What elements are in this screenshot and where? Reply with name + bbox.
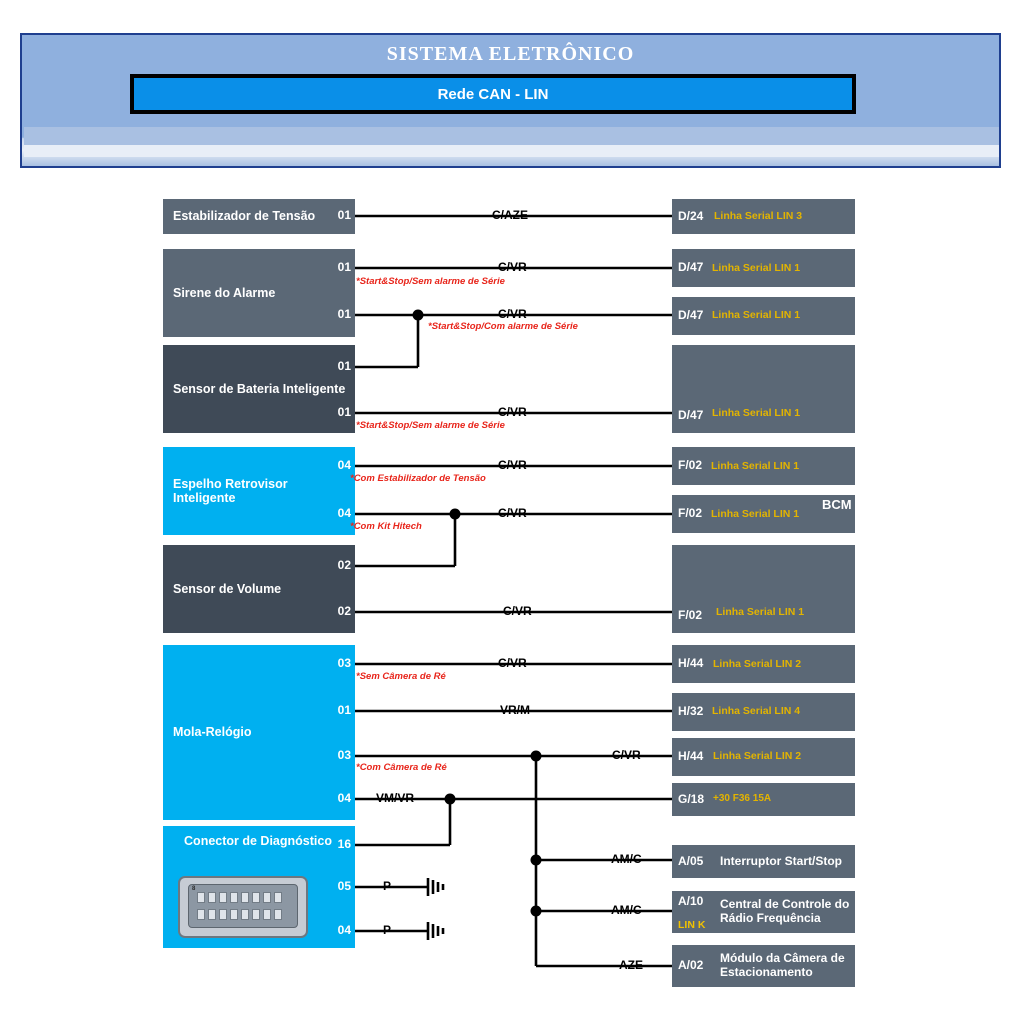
node-label: Sensor de Volume xyxy=(173,581,282,596)
wire-label-15: P xyxy=(383,879,392,893)
obd-pin xyxy=(241,892,249,903)
obd-pin xyxy=(263,909,271,920)
wire-label-6: C/VR xyxy=(498,458,527,472)
wire-label-10: C/VR xyxy=(498,656,527,670)
lin-label-7: Linha Serial LIN 1 xyxy=(711,508,800,520)
obd-pin xyxy=(252,909,260,920)
obd-pin xyxy=(219,892,227,903)
pin-left-9: 02 xyxy=(337,604,351,618)
module-pin: A/10 xyxy=(678,894,704,908)
note-4: *Com Estabilizador de Tensão xyxy=(350,473,486,484)
fuse-label-13: +30 F36 15A xyxy=(713,793,772,804)
note-1: *Start&Stop/Sem alarme de Série xyxy=(356,276,505,287)
module-pin: A/02 xyxy=(678,958,704,973)
module-camera-estacionamento[interactable] xyxy=(672,945,855,987)
bcm-pin: H/44 xyxy=(678,656,704,671)
pin-left-12: 03 xyxy=(337,748,351,762)
obd-pin xyxy=(197,909,205,920)
obd-pin-row-top xyxy=(197,892,282,903)
lin-label-2: Linha Serial LIN 1 xyxy=(712,262,801,274)
wire-label-12: C/VR xyxy=(612,748,641,762)
node-label: Sensor de Bateria Inteligente xyxy=(173,381,346,396)
bcm-pin: F/02 xyxy=(678,506,703,521)
wire-label-1: C/AZE xyxy=(492,208,528,222)
lin-label-5: Linha Serial LIN 1 xyxy=(712,407,801,419)
wire-label-branch-1: AM/C xyxy=(611,852,642,866)
obd-connector-graphic xyxy=(178,876,308,938)
pin-left-16: 04 xyxy=(337,923,351,937)
wire-label-16: P xyxy=(383,923,392,937)
obd-pin xyxy=(230,909,238,920)
obd-pin-number-top: 8 xyxy=(192,886,196,892)
lin-label-1: Linha Serial LIN 3 xyxy=(714,210,803,222)
module-label: Interruptor Start/Stop xyxy=(720,853,842,868)
lin-label-6: Linha Serial LIN 1 xyxy=(711,460,800,472)
pin-left-7: 04 xyxy=(337,506,351,520)
bcm-pin: G/18 xyxy=(678,791,705,806)
pin-left-4: 01 xyxy=(337,359,351,373)
module-lin-label: LIN K xyxy=(678,919,706,931)
lin-label-11: Linha Serial LIN 4 xyxy=(712,705,801,717)
node-label: Mola-Relógio xyxy=(173,725,252,740)
obd-pin-row-bottom xyxy=(197,909,282,920)
obd-pin xyxy=(252,892,260,903)
bcm-pin: F/02 xyxy=(678,458,703,473)
obd-pin xyxy=(263,892,271,903)
obd-pin xyxy=(230,892,238,903)
obd-body xyxy=(188,884,298,928)
pin-left-8: 02 xyxy=(337,558,351,572)
lin-label-9: Linha Serial LIN 1 xyxy=(716,606,805,618)
wire-label-branch-2: AM/C xyxy=(611,903,642,917)
bcm-pin: H/32 xyxy=(678,704,704,719)
obd-pin xyxy=(241,909,249,920)
node-label: Estabilizador de Tensão xyxy=(173,209,316,224)
wire-label-7: C/VR xyxy=(498,506,527,520)
wire-label-11: VR/M xyxy=(500,703,530,717)
note-5: *Com Kit Hitech xyxy=(350,521,422,532)
pin-left-11: 01 xyxy=(337,703,351,717)
wire-label-5: C/VR xyxy=(498,405,527,419)
wire-label-branch-3: AZE xyxy=(619,958,643,972)
obd-pin xyxy=(274,909,282,920)
pin-left-2: 01 xyxy=(337,260,351,274)
wire-label-9: C/VR xyxy=(503,604,532,618)
bcm-pin: D/47 xyxy=(678,408,704,423)
pin-left-6: 04 xyxy=(337,458,351,472)
module-interruptor-start-stop[interactable] xyxy=(672,845,855,878)
lin-label-3: Linha Serial LIN 1 xyxy=(712,309,801,321)
bcm-pin: D/47 xyxy=(678,308,704,323)
bcm-pin: H/44 xyxy=(678,749,704,764)
wire-label-2: C/VR xyxy=(498,260,527,274)
page-title: SISTEMA ELETRÔNICO xyxy=(386,43,635,65)
pin-left-3: 01 xyxy=(337,307,351,321)
obd-pin xyxy=(219,909,227,920)
module-label: Módulo da Câmera de Estacionamento xyxy=(720,951,845,979)
note-3: *Start&Stop/Sem alarme de Série xyxy=(356,420,505,431)
page-subtitle: Rede CAN - LIN xyxy=(134,78,852,110)
bcm-pin: D/24 xyxy=(678,208,704,223)
wire-label-3: C/VR xyxy=(498,307,527,321)
pin-left-10: 03 xyxy=(337,656,351,670)
pin-left-1: 01 xyxy=(337,208,351,222)
bcm-pin: F/02 xyxy=(678,608,703,623)
obd-pin xyxy=(274,892,282,903)
pin-left-13: 04 xyxy=(337,791,351,805)
bcm-pin: D/47 xyxy=(678,260,704,275)
lin-label-10: Linha Serial LIN 2 xyxy=(713,658,802,670)
pin-left-14: 16 xyxy=(337,837,351,851)
lin-label-12: Linha Serial LIN 2 xyxy=(713,750,802,762)
obd-pin xyxy=(197,892,205,903)
node-label: Conector de Diagnóstico xyxy=(184,834,332,848)
bcm-row-9[interactable] xyxy=(672,545,855,633)
obd-pin xyxy=(208,909,216,920)
bcm-row-5[interactable] xyxy=(672,345,855,433)
bcm-title: BCM xyxy=(822,497,852,512)
obd-pin xyxy=(208,892,216,903)
node-label: Sirene do Alarme xyxy=(173,285,276,300)
module-label: Central de Controle do Rádio Frequência xyxy=(720,897,850,925)
module-pin: A/05 xyxy=(678,853,704,868)
pin-left-15: 05 xyxy=(337,879,351,893)
note-2: *Start&Stop/Com alarme de Série xyxy=(428,321,578,332)
wire-label-13: VM/VR xyxy=(376,791,415,805)
pin-left-5: 01 xyxy=(337,405,351,419)
note-6: *Sem Câmera de Ré xyxy=(356,671,446,682)
node-label: Espelho Retrovisor Inteligente xyxy=(173,476,288,505)
note-7: *Com Câmera de Ré xyxy=(356,762,447,773)
